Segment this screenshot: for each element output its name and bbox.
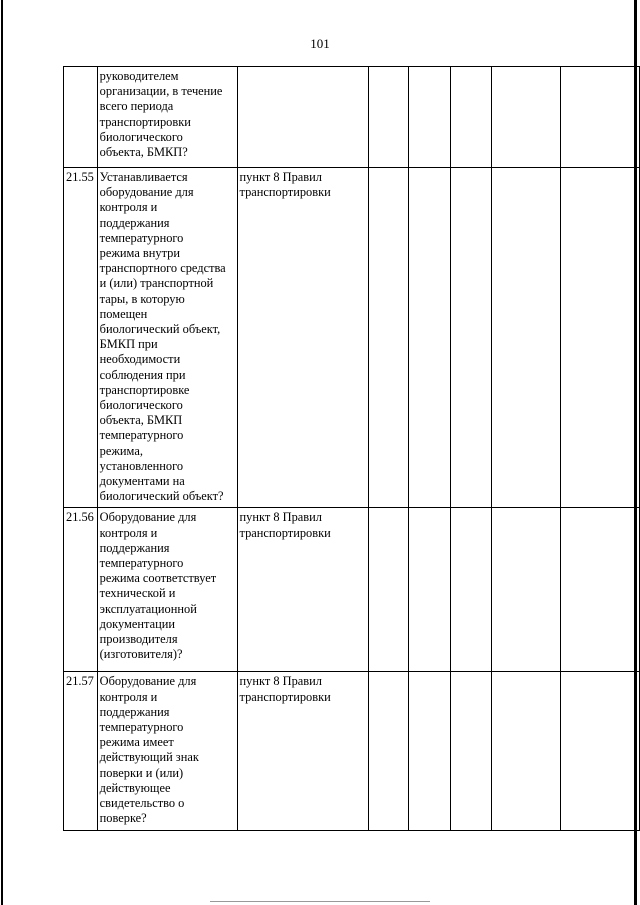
table-row <box>64 67 640 168</box>
row-number: 21.55 <box>64 168 98 508</box>
question-line: технической и <box>99 586 176 601</box>
question-line: поддержания <box>99 704 170 719</box>
answer-cell-na <box>451 168 492 508</box>
question-line: биологический объект, <box>99 322 221 337</box>
question-line: тары, в которую <box>99 291 185 306</box>
question-line: необходимости <box>99 352 181 367</box>
answer-cell-na <box>451 67 492 168</box>
answer-cell-yes <box>368 168 409 508</box>
table-row <box>64 508 640 672</box>
requirement-question <box>97 168 237 508</box>
question-line: поддержания <box>99 215 170 230</box>
answer-cell-extra <box>491 168 560 508</box>
answer-cell-no <box>409 508 451 672</box>
question-line: и (или) транспортной <box>99 276 214 291</box>
notes-cell <box>560 67 639 168</box>
question-line: эксплуатационной <box>99 601 197 616</box>
question-line: объекта, БМКП <box>99 413 183 428</box>
reference-line: пункт 8 Правил <box>239 510 322 525</box>
question-line: транспортировки <box>99 114 191 129</box>
question-line: транспортного средства <box>99 261 226 276</box>
table-row <box>64 168 640 508</box>
answer-cell-no <box>409 672 451 830</box>
answer-cell-yes <box>368 508 409 672</box>
question-line: поверки и (или) <box>99 765 184 780</box>
question-line: биологического <box>99 129 183 144</box>
question-line: транспортировке <box>99 382 190 397</box>
question-line: Оборудование для <box>99 674 197 689</box>
question-line: действующий знак <box>99 750 199 765</box>
question-line: контроля и <box>99 525 158 540</box>
checklist-table <box>63 66 640 831</box>
reference-line: транспортировки <box>239 689 331 704</box>
requirement-question <box>97 67 237 168</box>
reference-line: транспортировки <box>239 525 331 540</box>
question-line: режима имеет <box>99 735 174 750</box>
scan-edge-left <box>1 0 3 905</box>
question-line: Устанавливается <box>99 170 188 184</box>
page-number: 101 <box>310 36 330 51</box>
question-line: установленного <box>99 458 184 473</box>
answer-cell-no <box>409 67 451 168</box>
question-line: режима внутри <box>99 246 180 261</box>
question-line: БМКП при <box>99 337 158 352</box>
row-number: 21.56 <box>64 508 98 672</box>
question-line: свидетельство о <box>99 796 185 811</box>
question-line: документами на <box>99 474 185 489</box>
table-row <box>64 672 640 830</box>
answer-cell-extra <box>491 67 560 168</box>
answer-cell-na <box>451 508 492 672</box>
question-line: объекта, БМКП? <box>99 145 188 160</box>
question-line: (изготовителя)? <box>99 647 183 662</box>
legal-reference <box>237 67 368 168</box>
row-number: 21.57 <box>64 672 98 830</box>
question-line: температурного <box>99 230 184 245</box>
question-line: температурного <box>99 720 184 735</box>
question-line: поддержания <box>99 540 170 555</box>
question-line: режима, <box>99 443 143 458</box>
answer-cell-na <box>451 672 492 830</box>
question-line: документации <box>99 616 175 631</box>
answer-cell-yes <box>368 672 409 830</box>
question-line: руководителем <box>99 69 179 83</box>
reference-line: пункт 8 Правил <box>239 170 322 184</box>
question-line: производителя <box>99 632 178 647</box>
question-line: контроля и <box>99 200 158 215</box>
reference-line: пункт 8 Правил <box>239 674 322 689</box>
legal-reference <box>237 508 368 672</box>
question-line: биологического <box>99 398 183 413</box>
notes-cell <box>560 168 639 508</box>
question-line: контроля и <box>99 689 158 704</box>
answer-cell-no <box>409 168 451 508</box>
answer-cell-yes <box>368 67 409 168</box>
question-line: организации, в течение <box>99 84 223 99</box>
question-line: оборудование для <box>99 185 194 200</box>
row-number <box>64 67 98 168</box>
notes-cell <box>560 508 639 672</box>
notes-cell <box>560 672 639 830</box>
question-line: поверке? <box>99 811 147 826</box>
scan-artifact-line <box>210 901 430 902</box>
question-line: режима соответствует <box>99 571 217 586</box>
requirement-question <box>97 508 237 672</box>
question-line: помещен <box>99 306 148 321</box>
requirement-question <box>97 672 237 830</box>
question-line: Оборудование для <box>99 510 197 525</box>
answer-cell-extra <box>491 508 560 672</box>
reference-line: транспортировки <box>239 185 331 200</box>
legal-reference <box>237 672 368 830</box>
answer-cell-extra <box>491 672 560 830</box>
legal-reference <box>237 168 368 508</box>
question-line: биологический объект? <box>99 489 224 504</box>
question-line: соблюдения при <box>99 367 186 382</box>
question-line: температурного <box>99 556 184 571</box>
question-line: температурного <box>99 428 184 443</box>
question-line: действующее <box>99 780 171 795</box>
question-line: всего периода <box>99 99 174 114</box>
